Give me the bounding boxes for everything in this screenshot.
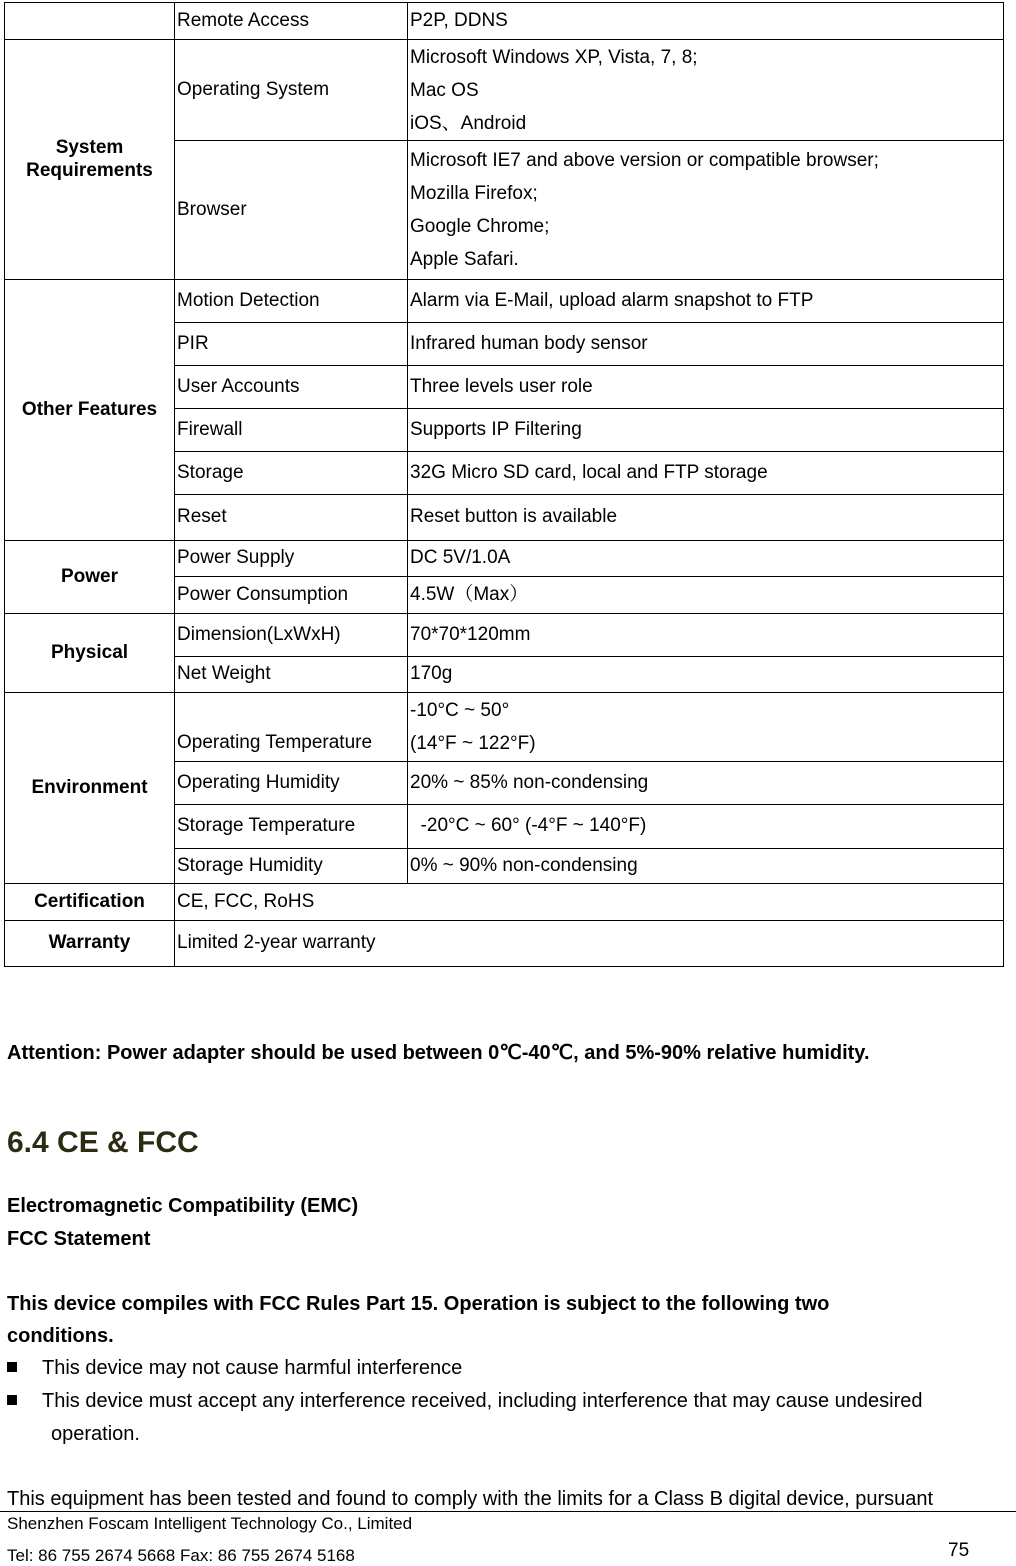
spec-label: Remote Access	[175, 3, 408, 40]
spec-value: 0% ~ 90% non-condensing	[408, 849, 1004, 884]
spec-label: Storage	[175, 452, 408, 495]
table-row	[5, 921, 1004, 967]
spec-label: Operating Temperature	[175, 693, 408, 762]
spec-value: P2P, DDNS	[408, 3, 1004, 40]
os-line: Microsoft Windows XP, Vista, 7, 8;	[410, 46, 698, 68]
os-line: iOS、Android	[410, 112, 527, 134]
specification-table	[4, 2, 1004, 967]
list-item	[7, 1357, 462, 1380]
spec-label: User Accounts	[175, 366, 408, 409]
spec-label: Storage Temperature	[175, 805, 408, 849]
emc-heading: Electromagnetic Compatibility (EMC)	[7, 1195, 359, 1217]
fcc-intro-line: This device compiles with FCC Rules Part 15. Operation is subject to the following two	[7, 1293, 830, 1315]
spec-label: Operating Humidity	[175, 762, 408, 805]
table-row	[5, 693, 1004, 762]
footer-company: Shenzhen Foscam Intelligent Technology Co., Limited	[7, 1514, 413, 1533]
list-item-text: This device must accept any interference received, including interference that may cause undesired	[42, 1390, 923, 1412]
spec-label: Power Consumption	[175, 577, 408, 614]
browser-line: Mozilla Firefox;	[410, 183, 538, 204]
browser-line: Apple Safari.	[410, 249, 519, 270]
spec-label: Storage Humidity	[175, 849, 408, 884]
table-row	[5, 3, 1004, 40]
spec-value: Alarm via E-Mail, upload alarm snapshot to FTP	[408, 280, 1004, 323]
list-item-text: This device may not cause harmful interference	[42, 1357, 463, 1379]
spec-label: Net Weight	[175, 657, 408, 693]
table-row	[5, 40, 1004, 141]
category-environment: Environment	[5, 693, 175, 884]
spec-value: Supports IP Filtering	[408, 409, 1004, 452]
square-bullet-icon	[7, 1395, 17, 1405]
spec-label: Reset	[175, 495, 408, 541]
spec-value-browser	[408, 141, 1004, 280]
table-row	[5, 614, 1004, 657]
category-certification: Certification	[5, 884, 175, 921]
spec-value: Infrared human body sensor	[408, 323, 1004, 366]
fcc-intro-line: conditions.	[7, 1325, 114, 1347]
empty-category-cell	[5, 3, 175, 40]
square-bullet-icon	[7, 1362, 17, 1372]
list-item-continuation: operation.	[51, 1423, 140, 1445]
spec-value-operating-temperature	[408, 693, 1004, 762]
spec-value: 20% ~ 85% non-condensing	[408, 762, 1004, 805]
category-physical: Physical	[5, 614, 175, 693]
os-line: Mac OS	[410, 79, 479, 101]
spec-label: Power Supply	[175, 541, 408, 577]
footer-contact: Tel: 86 755 2674 5668 Fax: 86 755 2674 5168	[7, 1546, 355, 1565]
table-row	[5, 280, 1004, 323]
spec-value: 70*70*120mm	[408, 614, 1004, 657]
spec-value: Three levels user role	[408, 366, 1004, 409]
spec-value: 170g	[408, 657, 1004, 693]
page-number: 75	[948, 1540, 970, 1561]
attention-note: Attention: Power adapter should be used between 0℃-40℃, and 5%-90% relative humidity.	[7, 1042, 870, 1064]
equipment-text: This equipment has been tested and found to comply with the limits for a Class B digital device, pursuant	[7, 1488, 934, 1510]
category-warranty: Warranty	[5, 921, 175, 967]
temperature-line: (14°F ~ 122°F)	[410, 733, 536, 754]
spec-label: Motion Detection	[175, 280, 408, 323]
browser-line: Microsoft IE7 and above version or compatible browser;	[410, 150, 879, 171]
spec-value: 32G Micro SD card, local and FTP storage	[408, 452, 1004, 495]
footer-divider	[0, 1511, 1016, 1512]
spec-label: PIR	[175, 323, 408, 366]
table-row	[5, 541, 1004, 577]
section-heading: 6.4 CE & FCC	[7, 1126, 199, 1159]
spec-label: Dimension(LxWxH)	[175, 614, 408, 657]
spec-value: -20°C ~ 60° (-4°F ~ 140°F)	[408, 805, 1004, 849]
fcc-heading: FCC Statement	[7, 1228, 151, 1250]
category-system-requirements: System Requirements	[5, 40, 175, 280]
spec-value-os	[408, 40, 1004, 141]
browser-line: Google Chrome;	[410, 216, 550, 237]
table-row	[5, 884, 1004, 921]
category-power: Power	[5, 541, 175, 614]
list-item	[7, 1390, 922, 1413]
spec-value: Limited 2-year warranty	[175, 921, 1004, 967]
spec-label: Browser	[175, 141, 408, 280]
spec-value: CE, FCC, RoHS	[175, 884, 1004, 921]
spec-label: Operating System	[175, 40, 408, 141]
spec-label: Firewall	[175, 409, 408, 452]
temperature-line: -10°C ~ 50°	[410, 700, 510, 721]
spec-value: DC 5V/1.0A	[408, 541, 1004, 577]
category-other-features: Other Features	[5, 280, 175, 541]
spec-value: 4.5W（Max）	[408, 577, 1004, 614]
spec-value: Reset button is available	[408, 495, 1004, 541]
